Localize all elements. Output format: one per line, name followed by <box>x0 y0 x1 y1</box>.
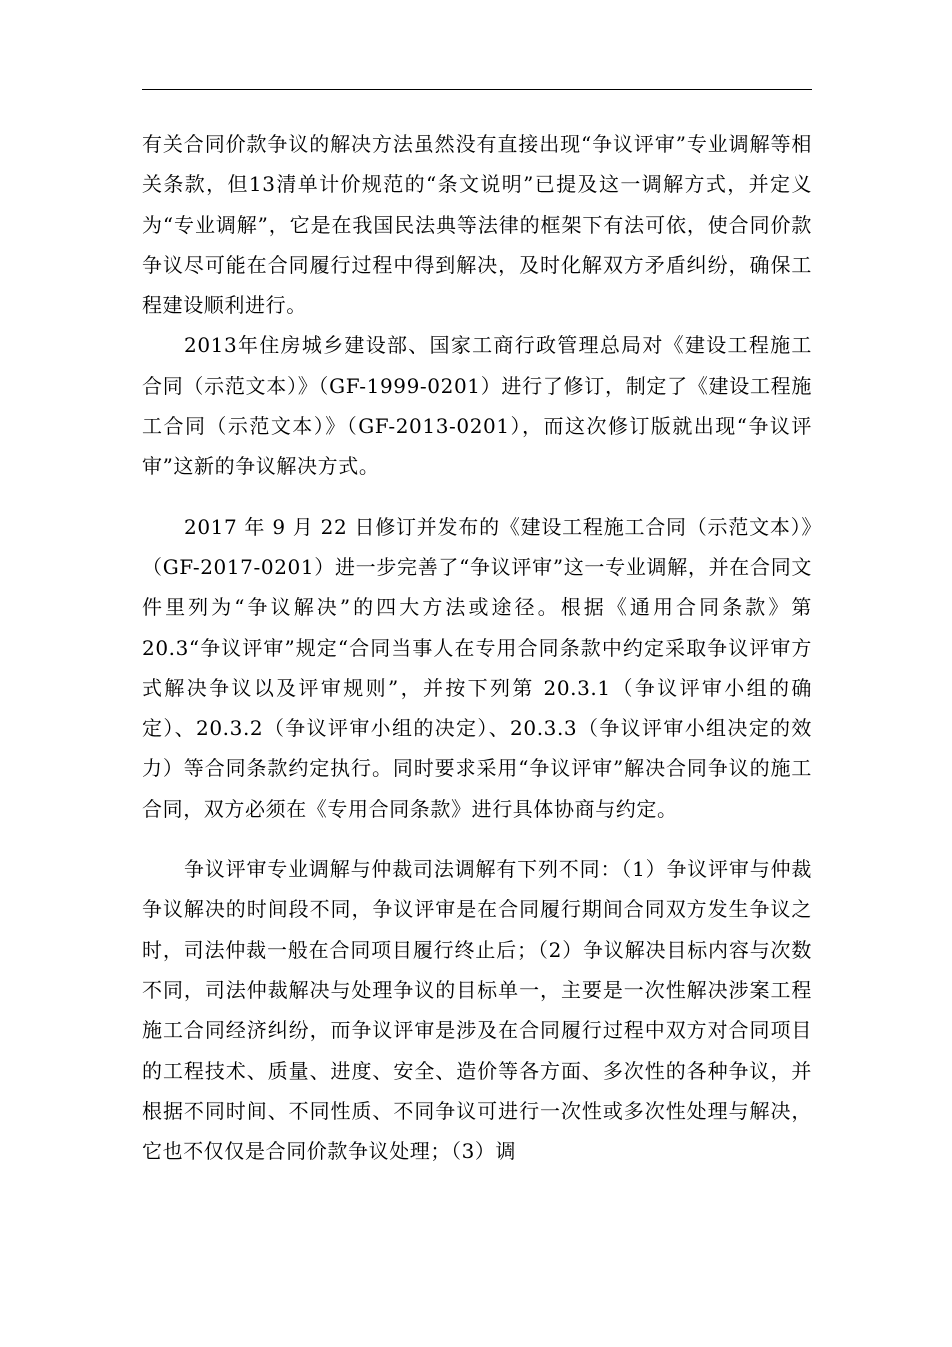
paragraph-differences: 争议评审专业调解与仲裁司法调解有下列不同：（1）争议评审与仲裁争议解决的时间段不同，争议评审是在合同履行期间合同双方发生争议之时，司法仲裁一般在合同项目履行终止后；（2）争议解决目标内容与次数不同，司法仲裁解决与处理争议的目标单一，主要是一次性解决涉案工程施工合同经济纠纷，而争议评审是涉及在合同履行过程中双方对合同项目的工程技术、质量、进度、安全、造价等各方面、多次性的各种争议，并根据不同时间、不同性质、不同争议可进行一次性或多次性处理与解决，它也不仅仅是合同价款争议处理；（3）调 <box>142 857 812 1164</box>
paragraph-continuation: 有关合同价款争议的解决方法虽然没有直接出现“争议评审”专业调解等相关条款，但13清单计价规范的“条文说明”已提及这一调解方式，并定义为“专业调解”，它是在我国民法典等法律的框架下有法可依，使合同价款争议尽可能在合同履行过程中得到解决，及时化解双方矛盾纠纷，确保工程建设顺利进行。 <box>142 132 812 318</box>
document-body <box>142 124 812 1171</box>
paragraph-2013-revision: 2013年住房城乡建设部、国家工商行政管理总局对《建设工程施工合同（示范文本）》（GF-1999-0201）进行了修订，制定了《建设工程施工合同（示范文本）》（GF-2013-0201），而这次修订版就出现“争议评审”这新的争议解决方式。 <box>142 333 812 479</box>
header-rule <box>142 89 812 90</box>
paragraph-2017-revision: 2017 年 9 月 22 日修订并发布的《建设工程施工合同（示范文本）》（GF-2017-0201）进一步完善了“争议评审”这一专业调解，并在合同文件里列为“争议解决”的四大方法或途径。根据《通用合同条款》第20.3“争议评审”规定“合同当事人在专用合同条款中约定采取争议评审方式解决争议以及评审规则”，并按下列第 20.3.1（争议评审小组的确定）、20.3.2（争议评审小组的决定）、20.3.3（争议评审小组决定的效力）等合同条款约定执行。同时要求采用“争议评审”解决合同争议的施工合同，双方必须在《专用合同条款》进行具体协商与约定。 <box>142 514 812 821</box>
